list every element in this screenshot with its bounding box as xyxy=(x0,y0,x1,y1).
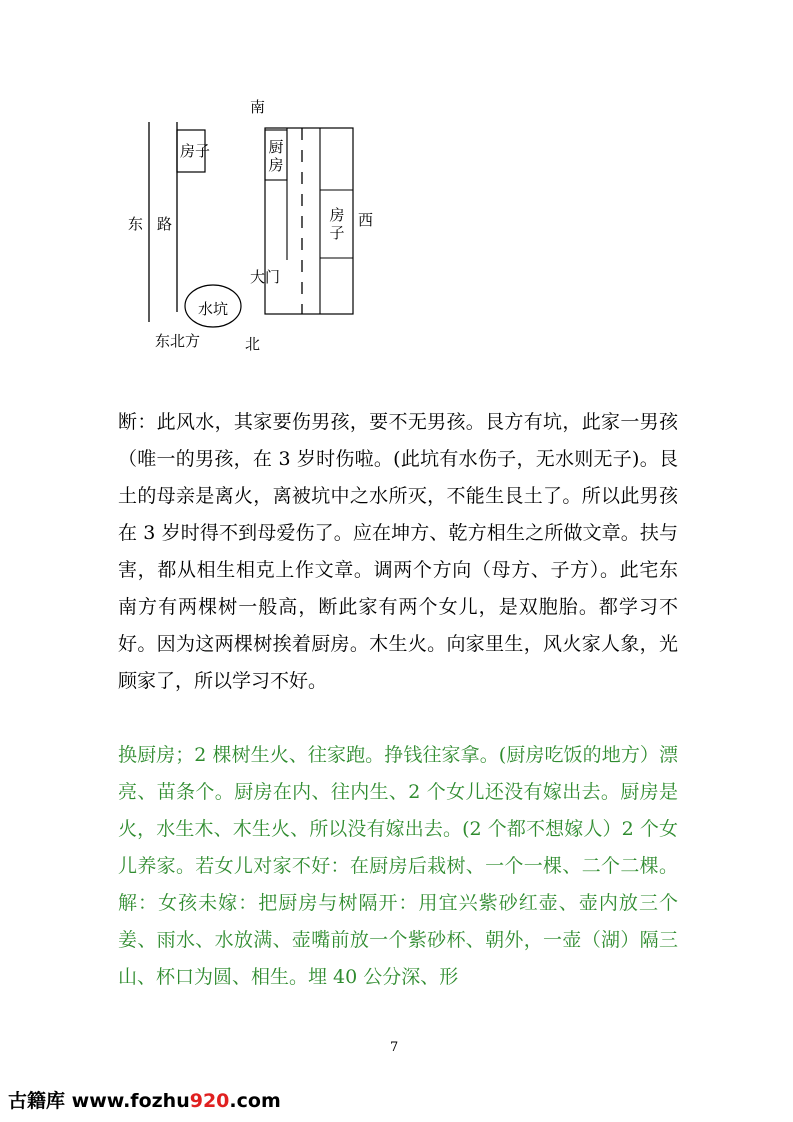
footer-url-prefix: www.fozhu xyxy=(71,1090,190,1112)
label-water-pit: 水坑 xyxy=(198,300,229,318)
label-house-right: 房子 xyxy=(329,206,345,242)
label-east: 东 xyxy=(128,215,144,233)
label-south: 南 xyxy=(250,98,266,116)
paragraph-analysis: 断：此风水，其家要伤男孩，要不无男孩。艮方有坑，此家一男孩（唯一的男孩，在 3 岁时伤啦。(此坑有水伤子，无水则无子)。艮土的母亲是离火，离被坑中之水所灭，不能生艮土了。所以此男孩在 3 岁时得不到母爱伤了。应在坤方、乾方相生之所做文章。扶与害，都从相生相克上作文章。调两个方向（母方、子方）。此宅东南方有两棵树一般高，断此家有两个女儿，是双胞胎。都学习不好。因为这两棵树挨着厨房。木生火。向家里生，风火家人象，光顾家了，所以学习不好。 xyxy=(118,411,678,692)
label-northeast: 东北方 xyxy=(155,332,201,350)
label-kitchen: 厨房 xyxy=(268,138,284,174)
label-house-left: 房子 xyxy=(180,142,211,160)
page-number: 7 xyxy=(390,1040,399,1055)
footer-url-number: 920 xyxy=(189,1090,230,1112)
label-north: 北 xyxy=(245,335,261,353)
label-west: 西 xyxy=(358,211,374,229)
label-road: 路 xyxy=(157,215,173,233)
paragraph-remedy: 换厨房；2 棵树生火、往家跑。挣钱往家拿。(厨房吃饭的地方）漂亮、苗条个。厨房在内、往内生、2 个女儿还没有嫁出去。厨房是火，水生木、木生火、所以没有嫁出去。(2 个都不想嫁人）2 个女儿养家。若女儿对家不好：在厨房后栽树、一个一棵、二个二棵。解：女孩未嫁：把厨房与树隔开：用宜兴紫砂红壶、壶内放三个姜、雨水、水放满、壶嘴前放一个紫砂杯、朝外，一壶（湖）隔三山、杯口为圆、相生。埋 40 公分深、形 xyxy=(118,744,678,988)
footer-url-suffix: .com xyxy=(229,1090,281,1112)
footer-watermark xyxy=(8,1086,281,1113)
footer-site-name: 古籍库 xyxy=(8,1090,66,1112)
floor-plan-diagram xyxy=(0,0,793,400)
label-gate: 大门 xyxy=(250,268,281,286)
